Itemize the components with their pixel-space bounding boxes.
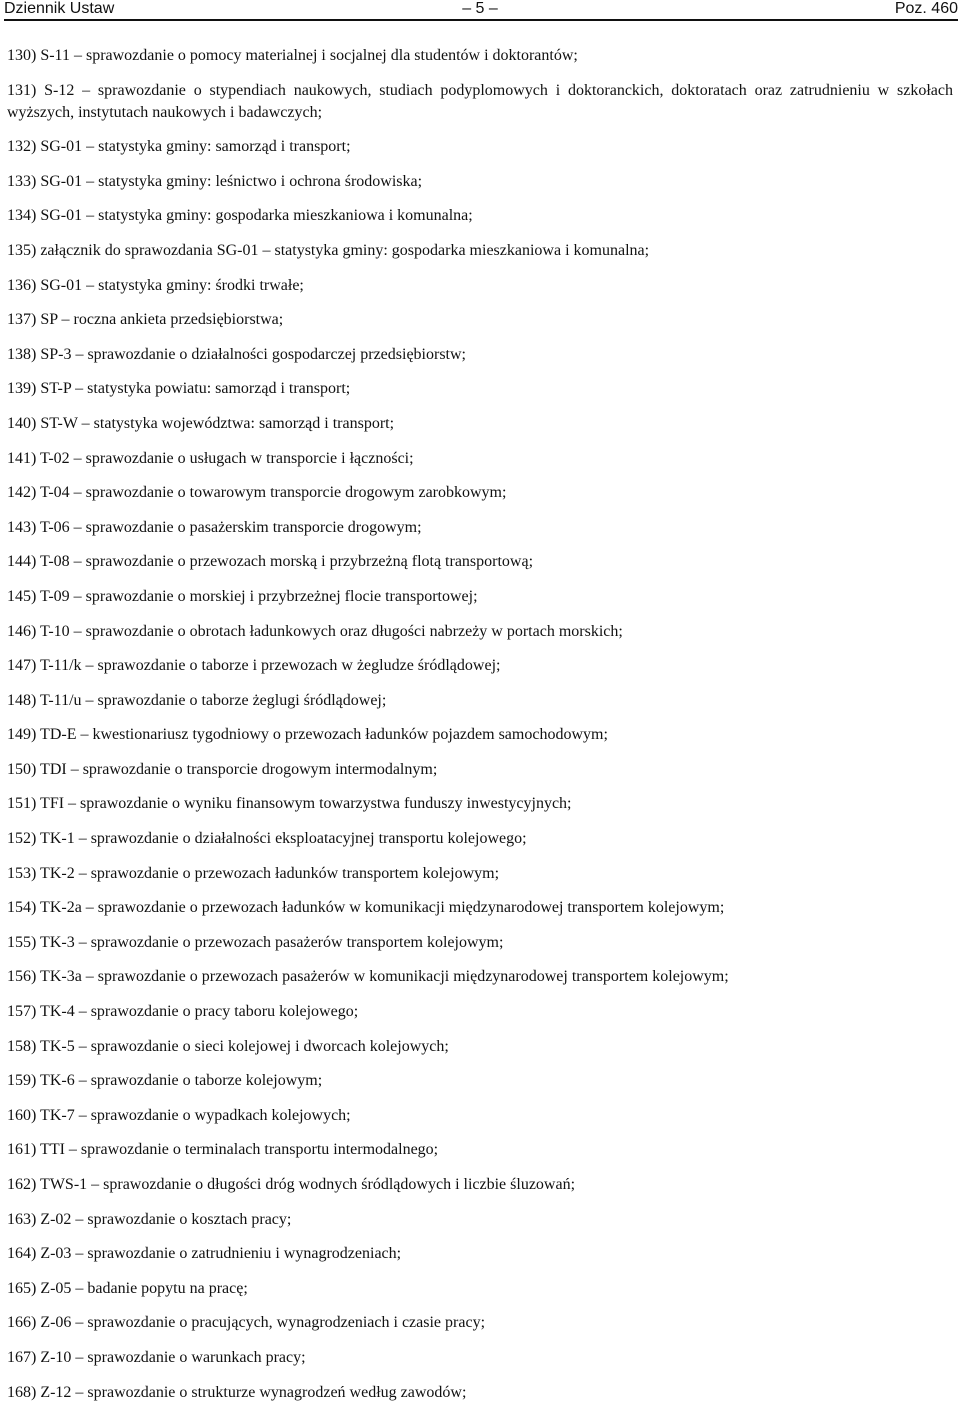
list-item: 149) TD-E – kwestionariusz tygodniowy o przewozach ładunków pojazdem samochodowym;: [7, 726, 608, 744]
list-item: 139) ST-P – statystyka powiatu: samorząd i transport;: [7, 380, 351, 398]
list-item: 136) SG-01 – statystyka gminy: środki trwałe;: [7, 276, 304, 294]
list-item: 151) TFI – sprawozdanie o wyniku finansowym towarzystwa funduszy inwestycyjnych;: [7, 795, 572, 813]
list-item: 150) TDI – sprawozdanie o transporcie drogowym intermodalnym;: [7, 760, 438, 778]
list-item: 133) SG-01 – statystyka gminy: leśnictwo i ochrona środowiska;: [7, 172, 423, 190]
list-item: 156) TK-3a – sprawozdanie o przewozach pasażerów w komunikacji międzynarodowej transportem kolejowym;: [7, 968, 729, 986]
list-item: 135) załącznik do sprawozdania SG-01 – statystyka gminy: gospodarka mieszkaniowa i komunalna;: [7, 241, 650, 259]
list-item: 168) Z-12 – sprawozdanie o strukturze wynagrodzeń według zawodów;: [7, 1383, 467, 1401]
list-item: 132) SG-01 – statystyka gminy: samorząd i transport;: [7, 138, 351, 156]
list-item: 137) SP – roczna ankieta przedsiębiorstwa;: [7, 311, 284, 329]
list-item: 164) Z-03 – sprawozdanie o zatrudnieniu i wynagrodzeniach;: [7, 1245, 402, 1263]
list-item: 131) S-12 – sprawozdanie o stypendiach naukowych, studiach podyplomowych i doktoranckich, doktoratach oraz zatrudnieniu w szkołach wyższych, instytutach naukowych i badawczych;: [7, 81, 953, 121]
list-item: 148) T-11/u – sprawozdanie o taborze żeglugi śródlądowej;: [7, 691, 387, 709]
list-item: 152) TK-1 – sprawozdanie o działalności eksploatacyjnej transportu kolejowego;: [7, 830, 527, 848]
list-item: 165) Z-05 – badanie popytu na pracę;: [7, 1279, 248, 1297]
list-item: 160) TK-7 – sprawozdanie o wypadkach kolejowych;: [7, 1106, 351, 1124]
list-item: 144) T-08 – sprawozdanie o przewozach morską i przybrzeżną flotą transportową;: [7, 553, 534, 571]
journal-title: Dziennik Ustaw: [4, 0, 115, 17]
list-item: 142) T-04 – sprawozdanie o towarowym transporcie drogowym zarobkowym;: [7, 484, 507, 502]
position-number: Poz. 460: [894, 0, 958, 17]
list-item: 147) T-11/k – sprawozdanie o taborze i przewozach w żegludze śródlądowej;: [7, 657, 501, 675]
page-number: – 5 –: [462, 0, 498, 17]
list-item: 154) TK-2a – sprawozdanie o przewozach ładunków w komunikacji międzynarodowej transportem kolejowym;: [7, 899, 725, 917]
list-item: 155) TK-3 – sprawozdanie o przewozach pasażerów transportem kolejowym;: [7, 933, 504, 951]
list-item: 161) TTI – sprawozdanie o terminalach transportu intermodalnego;: [7, 1141, 439, 1159]
list-item: 146) T-10 – sprawozdanie o obrotach ładunkowych oraz długości nabrzeży w portach morskich;: [7, 622, 623, 640]
list-item: 138) SP-3 – sprawozdanie o działalności gospodarczej przedsiębiorstw;: [7, 345, 466, 363]
list-item: 158) TK-5 – sprawozdanie o sieci kolejowej i dworcach kolejowych;: [7, 1037, 449, 1055]
list-item: 163) Z-02 – sprawozdanie o kosztach pracy;: [7, 1210, 292, 1228]
list-item: 145) T-09 – sprawozdanie o morskiej i przybrzeżnej flocie transportowej;: [7, 587, 478, 605]
list-item: 141) T-02 – sprawozdanie o usługach w transporcie i łączności;: [7, 449, 414, 467]
list-item: 140) ST-W – statystyka województwa: samorząd i transport;: [7, 414, 395, 432]
list-item: 153) TK-2 – sprawozdanie o przewozach ładunków transportem kolejowym;: [7, 864, 500, 882]
list-item: 134) SG-01 – statystyka gminy: gospodarka mieszkaniowa i komunalna;: [7, 207, 473, 225]
list-item: 143) T-06 – sprawozdanie o pasażerskim transporcie drogowym;: [7, 518, 422, 536]
list-item: 157) TK-4 – sprawozdanie o pracy taboru kolejowego;: [7, 1003, 359, 1021]
list-item: 130) S-11 – sprawozdanie o pomocy materialnej i socjalnej dla studentów i doktorantów;: [7, 47, 578, 64]
list-item: 167) Z-10 – sprawozdanie o warunkach pracy;: [7, 1348, 306, 1366]
list-item: 159) TK-6 – sprawozdanie o taborze kolejowym;: [7, 1072, 323, 1090]
header-rule: [4, 19, 958, 21]
list-item: 166) Z-06 – sprawozdanie o pracujących, wynagrodzeniach i czasie pracy;: [7, 1314, 486, 1332]
report-list: [7, 45, 953, 1416]
list-item: 162) TWS-1 – sprawozdanie o długości dróg wodnych śródlądowych i liczbie śluzowań;: [7, 1176, 576, 1193]
